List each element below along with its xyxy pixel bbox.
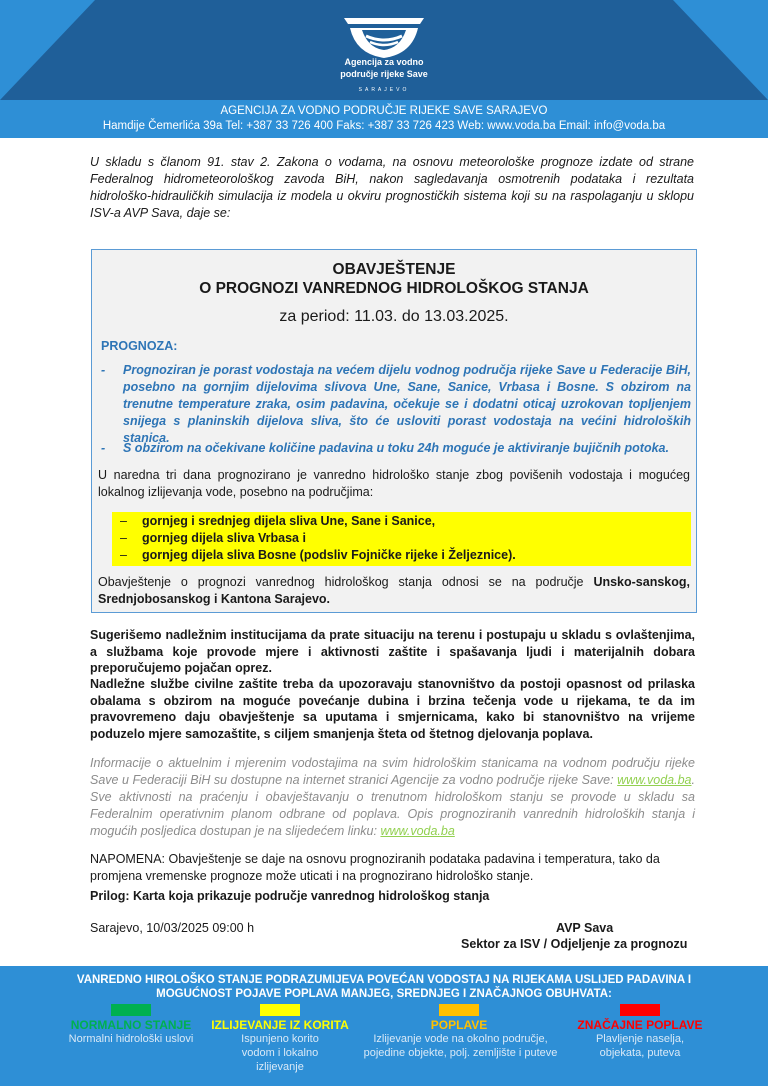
agency-name: AGENCIJA ZA VODNO PODRUČJE RIJEKE SAVE SARAJEVO <box>220 105 548 117</box>
bullet-dash: - <box>101 441 106 455</box>
legend-swatch <box>111 1004 151 1016</box>
agency-logo-icon <box>340 14 428 60</box>
area-item <box>120 531 306 545</box>
area-item-text: gornjeg i srednjeg dijela sliva Une, Sane i Sanice, <box>142 514 436 528</box>
forecast-item <box>101 362 691 447</box>
legend-swatch <box>620 1004 660 1016</box>
area-item-text: gornjeg dijela sliva Vrbasa i <box>142 531 306 545</box>
forecast-item-text: S obzirom na očekivane količine padavina u toku 24h moguće je aktiviranje bujičnih potoka. <box>123 441 669 455</box>
area-item-text: gornjeg dijela sliva Bosne (podsliv Fojničke rijeke i Željeznice). <box>142 548 516 562</box>
logo-city: SARAJEVO <box>358 87 410 93</box>
issue-date: Sarajevo, 10/03/2025 09:00 h <box>90 921 255 935</box>
info-paragraph <box>90 755 695 840</box>
legend-desc: Ispunjeno korito vodom i lokalno izlijevanje <box>241 1033 319 1073</box>
area-item <box>120 548 516 562</box>
legend-name: ZNAČAJNE POPLAVE <box>577 1018 703 1032</box>
legend-desc: Izlijevanje vode na okolno područje, pojedine objekte, polj. zemljište i puteve <box>363 1033 558 1059</box>
area-dash: – <box>120 531 127 545</box>
agency-contact: Hamdije Čemerlića 39a Tel: +387 33 726 400 Faks: +387 33 726 423 Web: www.voda.ba Email: info@voda.ba <box>102 120 666 132</box>
legend-name: NORMALNO STANJE <box>70 1018 192 1032</box>
legend-desc: Normalni hidrološki uslovi <box>68 1033 194 1045</box>
notice-title <box>92 260 696 298</box>
areas-highlight <box>112 512 691 566</box>
legend-swatch <box>439 1004 479 1016</box>
header <box>0 0 768 100</box>
areas-intro: U naredna tri dana prognozirano je vanredno hidrološko stanje zbog povišenih vodostaja i mogućeg lokalnog izlijevanja vode, posebno na područjima: <box>98 468 690 499</box>
header-corner-decoration-right <box>673 0 768 100</box>
forecast-label: PROGNOZA: <box>101 339 178 353</box>
footer-title: VANREDNO HIROLOŠKO STANJE PODRAZUMIJEVA POVEĆAN VODOSTAJ NA RIJEKAMA USLIJED PADAVINA I MOGUĆNOST POJAVE POPLAVA MANJEG, SREDNJEG I ZNAČAJNOG OBUHVATA: <box>76 974 692 1000</box>
website-link[interactable]: www.voda.ba <box>617 773 692 787</box>
forecast-item-text: Prognoziran je porast vodostaja na većem dijelu vodnog područja rijeke Save u Federacije BiH, posebno na gornjim dijelovima slivova Une, Sane, Sanice, Vrbasa i Bosne. S obzirom na trenutne temperature zraka, osim padavina, očekuje se i dodatni oticaj uzrokovan topljenjem snijega s planinskih dijelova sliva, što će usloviti porast vodostaja na većini hidroloških stanica. <box>123 363 691 445</box>
header-corner-decoration-left <box>0 0 95 100</box>
legend-desc: Plavljenje naselja, objekata, puteva <box>595 1033 685 1059</box>
advice-paragraph-2: Nadležne službe civilne zaštite treba da upozoravaju stanovništvo da postoji opasnost od prilaska obalama s obzirom na moguće povećanje dubina i brzina tečenja vode u rijekama, te da im pravovremeno daju obavještenje sa uputama i smjernicama, kako bi stanovništvo na vrijeme poduzelo mjere samozaštite, s ciljem smanjenja šteta od štetnog djelovanja poplava. <box>90 677 695 741</box>
attachment-line: Prilog: Karta koja prikazuje područje vanrednog hidrološkog stanja <box>90 889 490 903</box>
website-link[interactable]: www.voda.ba <box>380 824 455 838</box>
footer-legend <box>0 966 768 1086</box>
legend-swatch <box>260 1004 300 1016</box>
signature-dept: Sektor za ISV / Odjeljenje za prognozu <box>461 937 688 951</box>
intro-paragraph: U skladu s članom 91. stav 2. Zakona o vodama, na osnovu meteorološke prognoze izdate od strane Federalnog hidrometeorološkog zavoda BiH, nakon sagledavanja osmotrenih podataka i rezultata hidrološko-hidrauličkih simulacija iz modela u okviru prognostičkih sistema koji su na raspolaganju u sklopu ISV-a AVP Sava, daje se: <box>90 155 694 220</box>
logo-text <box>300 56 468 80</box>
area-item <box>120 514 435 528</box>
scope-regions: Unsko-sanskog, Srednjobosanskog i Kantona Sarajevo. <box>98 575 690 606</box>
area-dash: – <box>120 514 127 528</box>
area-dash: – <box>120 548 127 562</box>
signature-org: AVP Sava <box>556 921 614 935</box>
legend-item <box>550 1004 730 1060</box>
info-text-2: . Sve aktivnosti na praćenju i obavještavanju o trenutnom hidrološkom stanju se provode u skladu sa Federalnim operativnim planom odbrane od poplava. Opis prognoziranih vanrednih hidroloških stanja i mogućih posljedica dostupan je na slijedećem linku: <box>90 773 695 838</box>
logo-line-2: područje rijeke Save <box>340 69 428 79</box>
scope-note <box>98 574 690 608</box>
notice-title-line-2: O PROGNOZI VANREDNOG HIDROLOŠKOG STANJA <box>199 280 589 297</box>
info-text-1: Informacije o aktuelnim i mjerenim vodostajima na svim hidrološkim stanicama na vodnom području rijeke Save u Federaciji BiH su dostupne na internet stranici Agencije za vodno područje rijeke Save: <box>90 756 695 787</box>
forecast-item <box>101 440 691 457</box>
note-paragraph: NAPOMENA: Obavještenje se daje na osnovu prognoziranih podataka padavina i temperatura, tako da promjena vremenske prognoze može uticati i na prognozirano hidrološko stanje. <box>90 852 660 883</box>
legend-name: POPLAVE <box>430 1018 488 1032</box>
legend-item <box>190 1004 370 1074</box>
notice-period: za period: 11.03. do 13.03.2025. <box>279 308 509 325</box>
logo-line-1: Agencija za vodno <box>344 57 424 67</box>
notice-box <box>91 249 697 613</box>
agency-info-bar <box>0 100 768 138</box>
legend-item <box>363 1004 558 1060</box>
bullet-dash: - <box>101 363 106 377</box>
scope-text: Obavještenje o prognozi vanrednog hidrološkog stanja odnosi se na područje <box>98 575 594 589</box>
advice-paragraph-1: Sugerišemo nadležnim institucijama da prate situaciju na terenu i postupaju u skladu s ovlaštenjima, a službama koje provode mjere i aktivnosti zaštite i spašavanja ljudi i materijalnih dobara preporučujemo pojačan oprez. <box>90 628 695 675</box>
legend-name: IZLIJEVANJE IZ KORITA <box>211 1018 349 1032</box>
notice-title-line-1: OBAVJEŠTENJE <box>332 261 456 278</box>
